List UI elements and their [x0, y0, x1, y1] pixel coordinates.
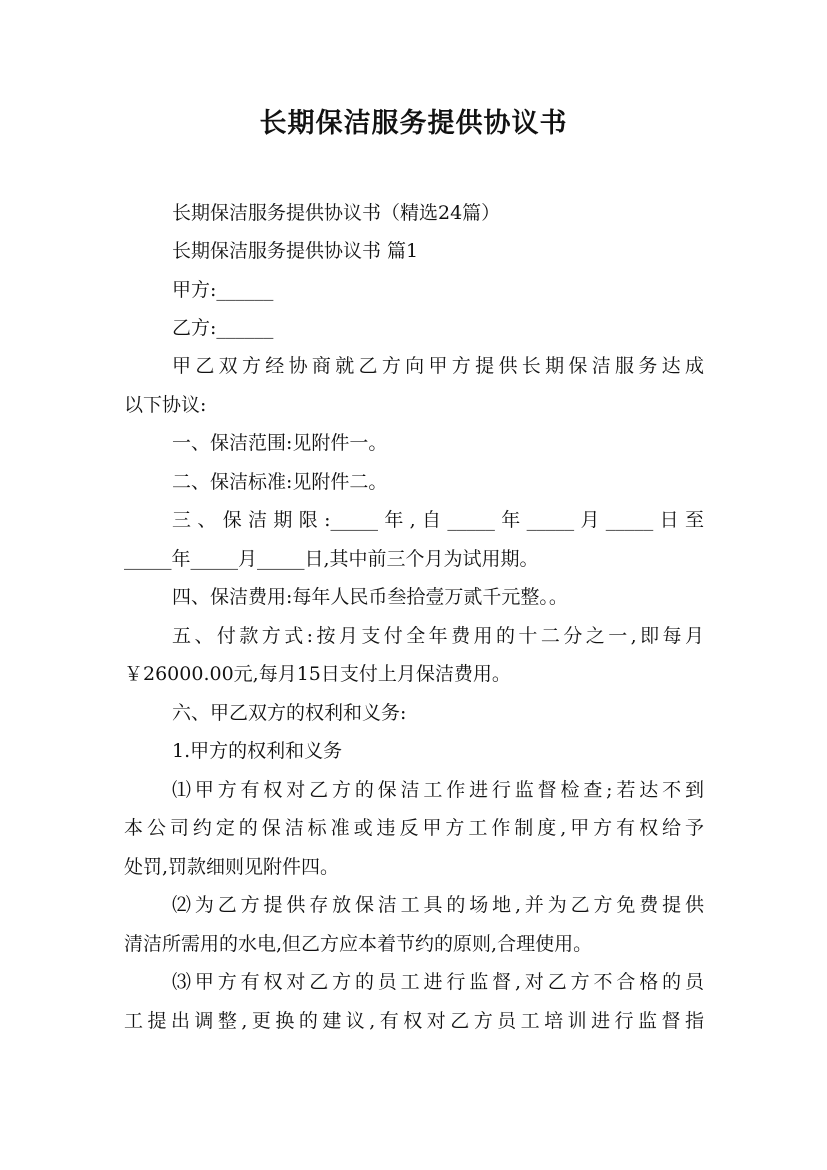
clause-line: ￥26000.00元,每月15日支付上月保洁费用。	[124, 663, 511, 685]
paragraph-line: 以下协议:	[124, 394, 207, 416]
section-heading: 长期保洁服务提供协议书 篇1	[172, 240, 419, 262]
clause-line: _____年_____月_____日,其中前三个月为试用期。	[124, 548, 539, 570]
clause-line: 三、保洁期限:_____年,自_____年_____月_____日至	[172, 509, 704, 531]
clause-line: 六、甲乙双方的权利和义务:	[172, 702, 407, 724]
subtitle-line: 长期保洁服务提供协议书（精选24篇）	[172, 202, 501, 224]
clause-line: 五、付款方式:按月支付全年费用的十二分之一,即每月	[172, 625, 704, 647]
clause-line: 四、保洁费用:每年人民币叁拾壹万贰千元整。。	[172, 586, 568, 608]
clause-line: 二、保洁标准:见附件二。	[172, 471, 388, 493]
clause-line: 一、保洁范围:见附件一。	[172, 432, 388, 454]
paragraph-line: 清洁所需用的水电,但乙方应本着节约的原则,合理使用。	[124, 933, 593, 955]
party-b-line: 乙方:______	[172, 317, 274, 339]
paragraph-line: 处罚,罚款细则见附件四。	[124, 856, 340, 878]
paragraph-line: ⑵为乙方提供存放保洁工具的场地,并为乙方免费提供	[172, 894, 704, 916]
paragraph-line: 本公司约定的保洁标准或违反甲方工作制度,甲方有权给予	[124, 817, 704, 839]
subclause-heading: 1.甲方的权利和义务	[172, 740, 343, 762]
party-a-line: 甲方:______	[172, 279, 274, 301]
paragraph-line: 甲乙双方经协商就乙方向甲方提供长期保洁服务达成	[172, 355, 704, 377]
document-title: 长期保洁服务提供协议书	[259, 108, 568, 139]
paragraph-line: ⑶甲方有权对乙方的员工进行监督,对乙方不合格的员	[172, 971, 704, 993]
paragraph-line: ⑴甲方有权对乙方的保洁工作进行监督检查;若达不到	[172, 779, 704, 801]
paragraph-line: 工提出调整,更换的建议,有权对乙方员工培训进行监督指	[124, 1010, 704, 1032]
